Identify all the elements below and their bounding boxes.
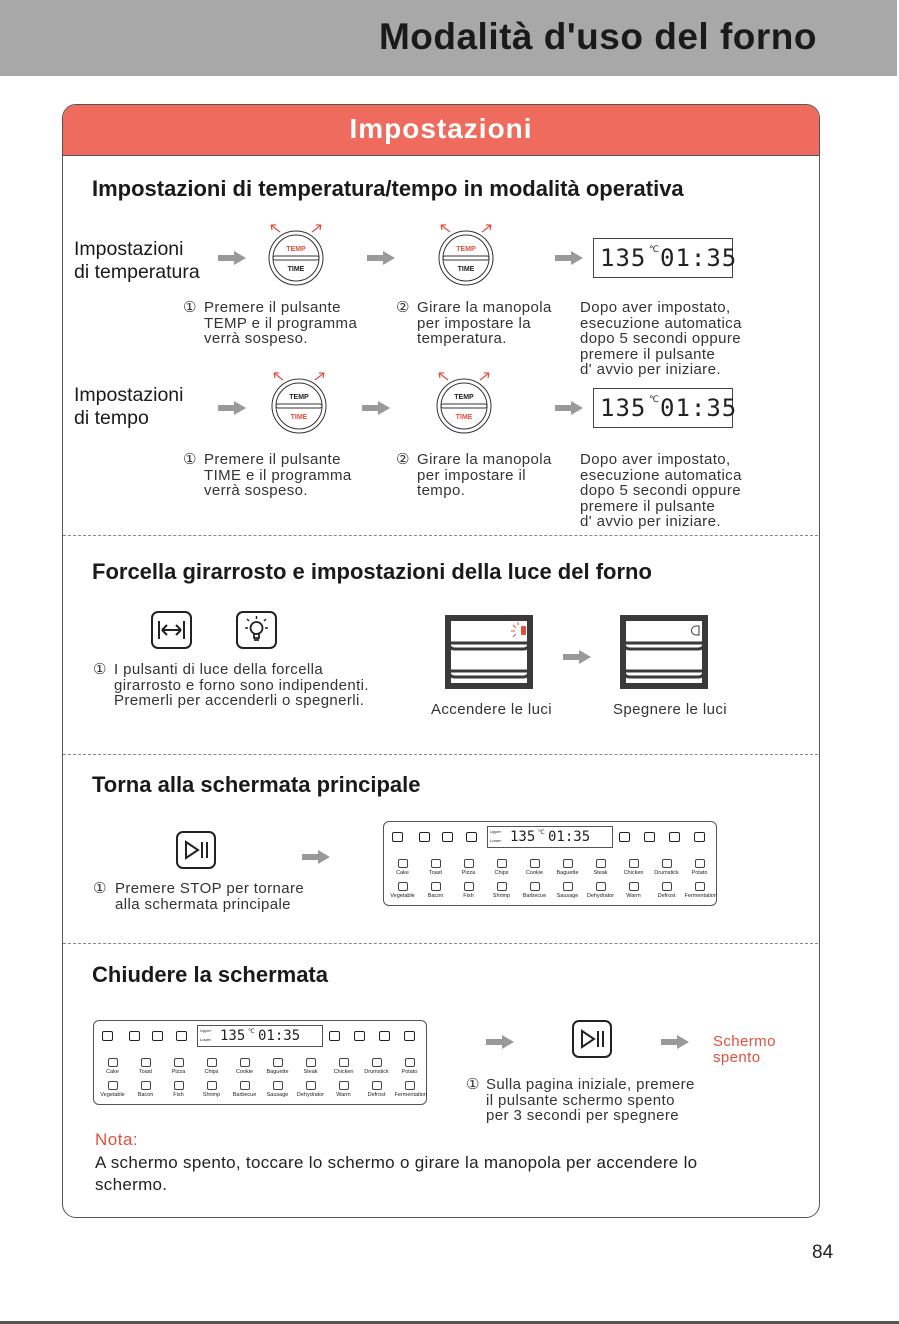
food-mode-item — [388, 859, 418, 876]
food-mode-icon — [240, 1081, 250, 1090]
lower-heat-icon — [419, 832, 430, 842]
food-mode-item — [197, 1081, 227, 1098]
food-mode-item — [454, 859, 484, 876]
temp-knob-icon — [268, 220, 324, 288]
time-step1 — [183, 452, 352, 499]
food-mode-icon — [530, 859, 540, 868]
food-mode-label: Fermentation — [394, 1092, 427, 1098]
screen-off-line1: Schermo — [713, 1033, 776, 1050]
stop-button-icon — [572, 1020, 612, 1058]
temp-step1-line: TEMP e il programma — [204, 314, 358, 332]
food-mode-item — [98, 1058, 128, 1075]
food-mode-icon — [695, 882, 705, 891]
food-mode-icon — [398, 859, 408, 868]
food-mode-label: Sausage — [266, 1092, 289, 1098]
time-settings-label — [74, 384, 183, 430]
section-title-main-screen: Torna alla schermata principale — [92, 772, 421, 797]
time-knob-icon — [271, 368, 327, 436]
temp-knob-icon — [438, 220, 494, 288]
food-mode-item — [388, 882, 418, 899]
section-divider — [63, 535, 818, 536]
food-mode-item — [164, 1081, 194, 1098]
food-mode-label: Sausage — [556, 893, 579, 899]
food-mode-label: Toast — [428, 870, 443, 876]
food-mode-item — [296, 1058, 326, 1075]
arrow-right-icon — [362, 401, 390, 415]
food-mode-item — [230, 1081, 260, 1098]
lcd-time: 01:35 — [660, 394, 738, 422]
food-mode-icon — [563, 859, 573, 868]
food-mode-icon — [372, 1058, 382, 1067]
food-mode-label: Bacon — [427, 893, 444, 899]
food-mode-label: Potato — [401, 1069, 418, 1075]
food-mode-label: Warm — [626, 893, 641, 899]
arrow-right-icon — [563, 650, 591, 664]
step-number: ② — [396, 450, 410, 468]
food-mode-item — [553, 882, 583, 899]
rotisserie-light-step — [93, 662, 369, 709]
temp-step1-line: verrà sospeso. — [204, 330, 308, 347]
food-mode-item — [329, 1058, 359, 1075]
start-stop-icon — [694, 832, 705, 842]
food-mode-icon — [629, 859, 639, 868]
food-mode-icon — [431, 882, 441, 891]
oven-lights-on-icon — [445, 615, 533, 689]
food-mode-item — [329, 1081, 359, 1098]
food-mode-label: Defrost — [657, 893, 676, 899]
panel-food-row — [96, 1081, 426, 1098]
food-mode-icon — [398, 882, 408, 891]
fan-icon — [152, 1031, 163, 1041]
temp-step2 — [396, 300, 552, 347]
time-step3-line: Dopo aver impostato, — [580, 451, 731, 468]
food-mode-icon — [141, 1081, 151, 1090]
time-step3-line: d' avvio per iniziare. — [580, 513, 721, 530]
time-step3-line: esecuzione automatica — [580, 466, 742, 484]
food-mode-item — [296, 1081, 326, 1098]
arrow-right-icon — [486, 1035, 514, 1049]
preset-icon — [466, 832, 477, 842]
temp-step2-line: per impostare la — [417, 314, 531, 332]
food-mode-icon — [273, 1058, 283, 1067]
food-mode-label: Chips — [494, 870, 509, 876]
step-line: Premerli per accenderli o spegnerli. — [114, 692, 365, 709]
food-mode-item — [619, 859, 649, 876]
food-mode-icon — [108, 1058, 118, 1067]
food-mode-item — [586, 882, 616, 899]
arrow-right-icon — [367, 251, 395, 265]
food-mode-item — [487, 882, 517, 899]
screen-off-label — [713, 1034, 776, 1065]
card-title: Impostazioni — [349, 113, 533, 144]
food-mode-label: Steak — [593, 870, 608, 876]
food-mode-icon — [207, 1058, 217, 1067]
knob-time-text: TIME — [457, 266, 475, 273]
step-number: ② — [396, 298, 410, 316]
food-mode-icon — [306, 1081, 316, 1090]
step-number: ① — [183, 450, 197, 468]
lower-label: Lower — [490, 838, 501, 843]
time-step3 — [580, 452, 742, 530]
time-knob-icon — [436, 368, 492, 436]
panel-unit: ℃ — [538, 830, 545, 836]
food-mode-label: Cake — [106, 1069, 119, 1075]
note-line: A schermo spento, toccare lo schermo o girare la manopola per accendere lo — [95, 1153, 698, 1172]
lcd-temp: 135 — [600, 394, 647, 422]
rotisserie-button-icon — [151, 611, 192, 649]
food-mode-item — [619, 882, 649, 899]
stop-button-icon — [176, 831, 216, 869]
section-title-rotisserie-light: Forcella girarrosto e impostazioni della luce del forno — [92, 559, 652, 584]
food-mode-item — [685, 859, 715, 876]
section-divider — [63, 754, 818, 755]
step-line: Premere STOP per tornare — [115, 880, 305, 897]
food-mode-label: Bacon — [137, 1092, 154, 1098]
food-mode-label: Chicken — [623, 870, 644, 876]
panel-time: 01:35 — [258, 1028, 301, 1044]
food-mode-item — [98, 1081, 128, 1098]
oven-lights-off-icon — [620, 615, 708, 689]
start-stop-icon — [404, 1031, 415, 1041]
arrow-right-icon — [661, 1035, 689, 1049]
lcd-display — [593, 388, 738, 428]
step-line: I pulsanti di luce della forcella — [114, 661, 324, 678]
food-mode-label: Fermentation — [684, 893, 717, 899]
food-mode-item — [454, 882, 484, 899]
food-mode-label: Pizza — [171, 1069, 186, 1075]
time-step2-line: Girare la manopola — [417, 451, 552, 468]
panel-time: 01:35 — [548, 829, 591, 845]
panel-display — [487, 826, 613, 848]
time-step3-line: dopo 5 secondi oppure — [580, 482, 742, 499]
lcd-time: 01:35 — [660, 244, 738, 272]
food-mode-icon — [629, 882, 639, 891]
rotisserie-icon — [354, 1031, 365, 1041]
food-mode-icon — [372, 1081, 382, 1090]
food-mode-item — [263, 1058, 293, 1075]
food-mode-item — [131, 1081, 161, 1098]
food-mode-icon — [405, 1058, 415, 1067]
food-mode-label: Steak — [303, 1069, 318, 1075]
preset-icon — [619, 832, 630, 842]
note-line: schermo. — [95, 1175, 168, 1194]
temp-settings-label — [74, 238, 200, 284]
panel-temp: 135 — [220, 1028, 246, 1044]
temp-step3-line: esecuzione automatica — [580, 314, 742, 332]
temp-step3 — [580, 300, 742, 378]
food-mode-label: Dehydrator — [296, 1092, 325, 1098]
panel-temp: 135 — [510, 829, 536, 845]
food-mode-label: Barbecue — [522, 893, 547, 899]
screen-off-line2: spento — [713, 1048, 761, 1066]
lcd-unit: ℃ — [649, 394, 660, 404]
lcd-unit: ℃ — [649, 244, 660, 254]
temp-label-line1: Impostazioni — [74, 238, 184, 260]
food-mode-icon — [431, 859, 441, 868]
time-step2-line: tempo. — [417, 482, 466, 499]
food-mode-item — [197, 1058, 227, 1075]
arrow-right-icon — [555, 251, 583, 265]
food-mode-item — [131, 1058, 161, 1075]
lower-heat-icon — [129, 1031, 140, 1041]
food-mode-label: Warm — [336, 1092, 351, 1098]
food-mode-item — [362, 1081, 392, 1098]
card-header — [63, 105, 819, 156]
upper-heat-icon — [102, 1031, 113, 1041]
rotisserie-icon — [644, 832, 655, 842]
food-mode-label: Potato — [691, 870, 708, 876]
step-line: alla schermata principale — [115, 895, 291, 913]
food-mode-icon — [596, 859, 606, 868]
control-panel — [93, 1020, 427, 1105]
control-panel — [383, 821, 717, 906]
step-line: girarrosto e forno sono indipendenti. — [114, 676, 369, 694]
lcd-display — [593, 238, 738, 278]
food-mode-icon — [174, 1081, 184, 1090]
panel-food-row — [386, 859, 716, 876]
food-mode-icon — [464, 882, 474, 891]
food-mode-item — [395, 1081, 425, 1098]
food-mode-icon — [174, 1058, 184, 1067]
light-icon — [379, 1031, 390, 1041]
food-mode-item — [520, 882, 550, 899]
panel-food-row — [386, 882, 716, 899]
food-mode-label: Vegetable — [390, 893, 415, 899]
temp-step3-line: premere il pulsante — [580, 345, 716, 363]
knob-time-text: TIME — [287, 266, 305, 273]
food-mode-icon — [405, 1081, 415, 1090]
lower-label: Lower — [200, 1037, 211, 1042]
stop-step — [93, 881, 304, 912]
food-mode-label: Baguette — [556, 870, 579, 876]
food-mode-icon — [662, 882, 672, 891]
temp-step3-line: Dopo aver impostato, — [580, 299, 731, 316]
food-mode-label: Defrost — [367, 1092, 386, 1098]
panel-display — [197, 1025, 323, 1047]
food-mode-item — [652, 882, 682, 899]
preset-icon — [329, 1031, 340, 1041]
knob-temp-text: TEMP — [289, 394, 309, 401]
screen-off-step — [466, 1077, 695, 1124]
temp-step1 — [183, 300, 357, 347]
food-mode-item — [553, 859, 583, 876]
food-mode-item — [520, 859, 550, 876]
food-mode-item — [362, 1058, 392, 1075]
food-mode-icon — [339, 1081, 349, 1090]
food-mode-icon — [273, 1081, 283, 1090]
food-mode-icon — [596, 882, 606, 891]
panel-food-row — [96, 1058, 426, 1075]
lights-on-caption: Accendere le luci — [431, 701, 553, 718]
panel-unit: ℃ — [248, 1029, 255, 1035]
food-mode-icon — [108, 1081, 118, 1090]
food-mode-label: Toast — [138, 1069, 153, 1075]
knob-temp-text: TEMP — [454, 394, 474, 401]
note-label: Nota: — [95, 1130, 139, 1149]
page-number: 84 — [812, 1242, 834, 1263]
food-mode-label: Chips — [204, 1069, 219, 1075]
food-mode-icon — [339, 1058, 349, 1067]
food-mode-label: Pizza — [461, 870, 476, 876]
food-mode-label: Fish — [463, 893, 474, 899]
upper-label: Upper — [490, 829, 501, 834]
arrow-right-icon — [302, 850, 330, 864]
food-mode-icon — [695, 859, 705, 868]
time-step2 — [396, 452, 552, 499]
food-mode-icon — [141, 1058, 151, 1067]
food-mode-icon — [497, 859, 507, 868]
knob-time-text: TIME — [455, 414, 473, 421]
note-text — [95, 1152, 697, 1196]
arrow-right-icon — [218, 401, 246, 415]
step-number: ① — [183, 298, 197, 316]
step-line: Sulla pagina iniziale, premere — [486, 1076, 695, 1093]
food-mode-label: Baguette — [266, 1069, 289, 1075]
temp-step3-line: d' avvio per iniziare. — [580, 361, 721, 378]
upper-heat-icon — [392, 832, 403, 842]
section-title-close-screen: Chiudere la schermata — [92, 962, 328, 987]
food-mode-icon — [530, 882, 540, 891]
lights-off-caption: Spegnere le luci — [613, 701, 727, 718]
time-step1-line: Premere il pulsante — [204, 451, 341, 468]
time-step1-line: TIME e il programma — [204, 466, 352, 484]
step-number: ① — [93, 660, 107, 678]
light-button-icon — [236, 611, 277, 649]
food-mode-item — [487, 859, 517, 876]
preset-icon — [176, 1031, 187, 1041]
food-mode-item — [586, 859, 616, 876]
step-number: ① — [466, 1075, 480, 1093]
food-mode-icon — [306, 1058, 316, 1067]
food-mode-item — [685, 882, 715, 899]
temp-step3-line: dopo 5 secondi oppure — [580, 330, 742, 347]
food-mode-label: Shrimp — [492, 893, 511, 899]
food-mode-label: Drumstick — [364, 1069, 389, 1075]
page-title: Modalità d'uso del forno — [378, 16, 817, 57]
food-mode-icon — [497, 882, 507, 891]
food-mode-icon — [464, 859, 474, 868]
step-line: per 3 secondi per spegnere — [486, 1107, 680, 1124]
food-mode-label: Cookie — [525, 870, 544, 876]
food-mode-item — [395, 1058, 425, 1075]
food-mode-item — [421, 882, 451, 899]
food-mode-item — [164, 1058, 194, 1075]
step-line: il pulsante schermo spento — [486, 1091, 675, 1109]
arrow-right-icon — [555, 401, 583, 415]
time-step1-line: verrà sospeso. — [204, 482, 308, 499]
food-mode-label: Drumstick — [654, 870, 679, 876]
knob-temp-text: TEMP — [286, 246, 306, 253]
food-mode-label: Fish — [173, 1092, 184, 1098]
time-step3-line: premere il pulsante — [580, 497, 716, 515]
food-mode-label: Cookie — [235, 1069, 254, 1075]
knob-time-text: TIME — [290, 414, 308, 421]
temp-label-line2: di temperatura — [74, 261, 200, 283]
knob-temp-text: TEMP — [456, 246, 476, 253]
food-mode-label: Dehydrator — [586, 893, 615, 899]
section-title-temp-time: Impostazioni di temperatura/tempo in modalità operativa — [92, 176, 684, 201]
upper-label: Upper — [200, 1028, 211, 1033]
temp-step1-line: Premere il pulsante — [204, 299, 341, 316]
food-mode-icon — [240, 1058, 250, 1067]
food-mode-label: Shrimp — [202, 1092, 221, 1098]
food-mode-icon — [563, 882, 573, 891]
step-number: ① — [93, 879, 107, 897]
food-mode-item — [263, 1081, 293, 1098]
temp-step2-line: Girare la manopola — [417, 299, 552, 316]
time-step2-line: per impostare il — [417, 466, 526, 484]
food-mode-item — [652, 859, 682, 876]
arrow-right-icon — [218, 251, 246, 265]
time-label-line2: di tempo — [74, 407, 149, 429]
food-mode-icon — [662, 859, 672, 868]
food-mode-icon — [207, 1081, 217, 1090]
food-mode-item — [421, 859, 451, 876]
time-label-line1: Impostazioni — [74, 384, 184, 406]
lcd-temp: 135 — [600, 244, 647, 272]
food-mode-label: Cake — [396, 870, 409, 876]
temp-step2-line: temperatura. — [417, 330, 507, 347]
food-mode-label: Barbecue — [232, 1092, 257, 1098]
section-divider — [63, 943, 818, 944]
food-mode-item — [230, 1058, 260, 1075]
fan-icon — [442, 832, 453, 842]
food-mode-label: Vegetable — [100, 1092, 125, 1098]
light-icon — [669, 832, 680, 842]
food-mode-label: Chicken — [333, 1069, 354, 1075]
